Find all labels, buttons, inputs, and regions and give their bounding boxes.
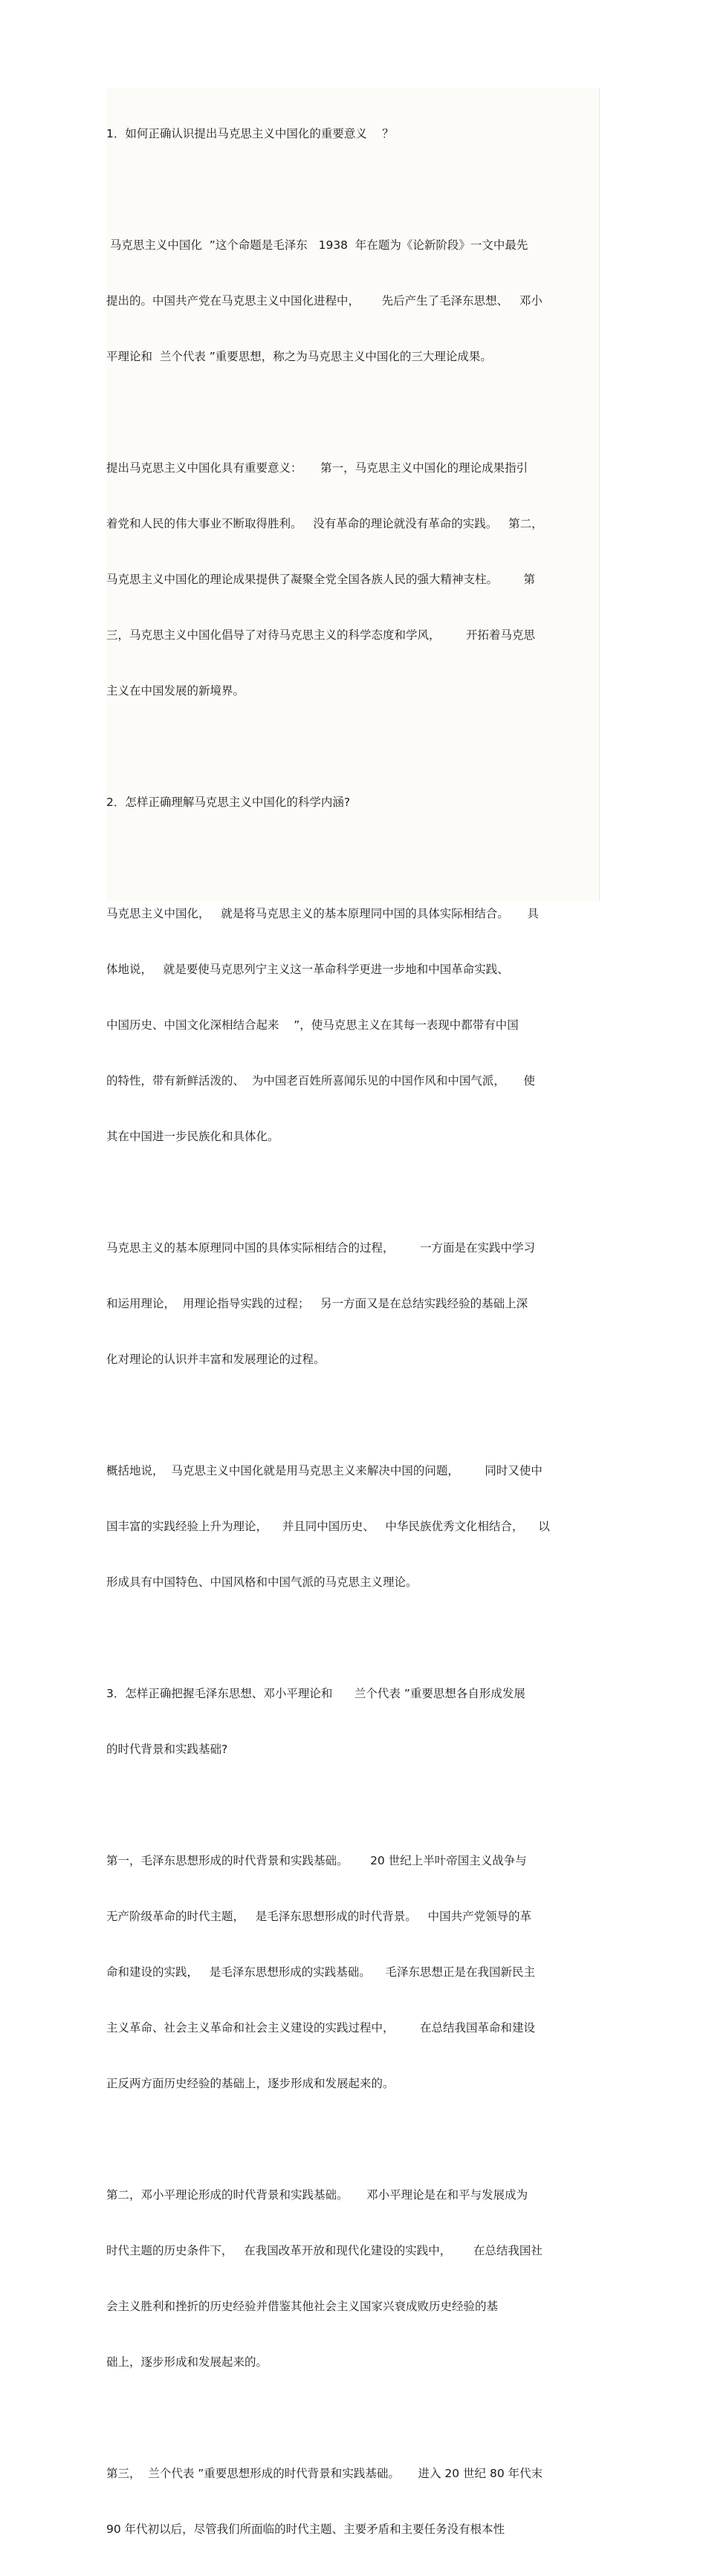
question-3: [106, 1648, 596, 1796]
paragraph: [106, 1202, 596, 1406]
text-line: 化对理论的认识并丰富和发展理论的过程。: [106, 1353, 326, 1366]
text-line: 础上，逐步形成和发展起来的。: [106, 2355, 268, 2369]
text-line: 提出马克思主义中国化具有重要意义： 第一，马克思主义中国化的理论成果指引: [106, 461, 528, 475]
paragraph: [106, 1815, 596, 2130]
text-line: 其在中国进一步民族化和具体化。: [106, 1130, 279, 1143]
text-line: 体地说， 就是要使马克思列宁主义这一革命科学更进一步地和中国革命实践、: [106, 963, 509, 976]
paragraph: [106, 2427, 596, 2576]
paragraph: [106, 2149, 596, 2409]
question-2: [106, 756, 596, 849]
text-line: 平理论和 兰个代表 ”重要思想，称之为马克思主义中国化的三大理论成果。: [106, 350, 492, 363]
text-line: 马克思主义中国化 ”这个命题是毛泽东 1938 年在题为《论新阶段》一文中最先: [106, 238, 528, 252]
paragraph: [106, 1425, 596, 1629]
text-line: 提出的。中国共产党在马克思主义中国化进程中， 先后产生了毛泽东思想、 邓小: [106, 294, 543, 308]
text-line: 三，马克思主义中国化倡导了对待马克思主义的科学态度和学风， 开拓着马克思: [106, 628, 535, 642]
text-line: 第一，毛泽东思想形成的时代背景和实践基础。 20 世纪上半叶帝国主义战争与: [106, 1854, 527, 1867]
text-line: 90 年代初以后，尽管我们所面临的时代主题、主要矛盾和主要任务没有根本性: [106, 2523, 505, 2536]
text-line: 着党和人民的伟大事业不断取得胜利。 没有革命的理论就没有革命的实践。 第二，: [106, 517, 543, 530]
text-line: 概括地说， 马克思主义中国化就是用马克思主义来解决中国的问题， 同时又使中: [106, 1464, 543, 1477]
text-line: 会主义胜利和挫折的历史经验并借鉴其他社会主义国家兴衰成败历史经验的基: [106, 2300, 499, 2313]
text-line: 的特性，带有新鲜活泼的、 为中国老百姓所喜闻乐见的中国作风和中国气派， 使: [106, 1074, 535, 1087]
text-line: 马克思主义中国化的理论成果提供了凝聚全党全国各族人民的强大精神支柱。 第: [106, 573, 535, 586]
text-line: 主义革命、社会主义革命和社会主义建设的实践过程中， 在总结我国革命和建设: [106, 2021, 535, 2035]
text-line: 主义在中国发展的新境界。: [106, 684, 245, 697]
text-line: 1．如何正确认识提出马克思主义中国化的重要意义 ？: [106, 127, 394, 140]
text-line: 马克思主义的基本原理同中国的具体实际相结合的过程， 一方面是在实践中学习: [106, 1241, 535, 1255]
text-line: 无产阶级革命的时代主题， 是毛泽东思想形成的时代背景。 中国共产党领导的革: [106, 1910, 532, 1923]
paragraph: [106, 422, 596, 738]
text-line: 国丰富的实践经验上升为理论， 并且同中国历史、 中华民族优秀文化相结合， 以: [106, 1520, 550, 1533]
text-line: 正反两方面历史经验的基础上，逐步形成和发展起来的。: [106, 2077, 395, 2090]
text-line: 的时代背景和实践基础?: [106, 1743, 228, 1756]
text-line: 时代主题的历史条件下， 在我国改革开放和现代化建设的实践中， 在总结我国社: [106, 2244, 543, 2257]
text-line: 和运用理论， 用理论指导实践的过程； 另一方面又是在总结实践经验的基础上深: [106, 1297, 528, 1310]
text-line: 第二，邓小平理论形成的时代背景和实践基础。 邓小平理论是在和平与发展成为: [106, 2188, 528, 2202]
text-line: 2．怎样正确理解马克思主义中国化的科学内涵?: [106, 796, 351, 809]
text-line: 形成具有中国特色、中国风格和中国气派的马克思主义理论。: [106, 1575, 418, 1589]
paragraph: [106, 199, 596, 403]
text-line: 命和建设的实践， 是毛泽东思想形成的实践基础。 毛泽东思想正是在我国新民主: [106, 1965, 535, 1979]
text-line: 第三， 兰个代表 ”重要思想形成的时代背景和实践基础。 进入 20 世纪 80 年代末: [106, 2467, 543, 2480]
document-body: [106, 88, 600, 2536]
text-line: 中国历史、中国文化深相结合起来 ”，使马克思主义在其每一表现中都带有中国: [106, 1018, 519, 1032]
text-line: 3．怎样正确把握毛泽东思想、邓小平理论和 兰个代表 ”重要思想各自形成发展: [106, 1687, 525, 1700]
text-line: 马克思主义中国化， 就是将马克思主义的基本原理同中国的具体实际相结合。 具: [106, 907, 539, 920]
question-1: [106, 88, 596, 180]
paragraph: [106, 868, 596, 1183]
